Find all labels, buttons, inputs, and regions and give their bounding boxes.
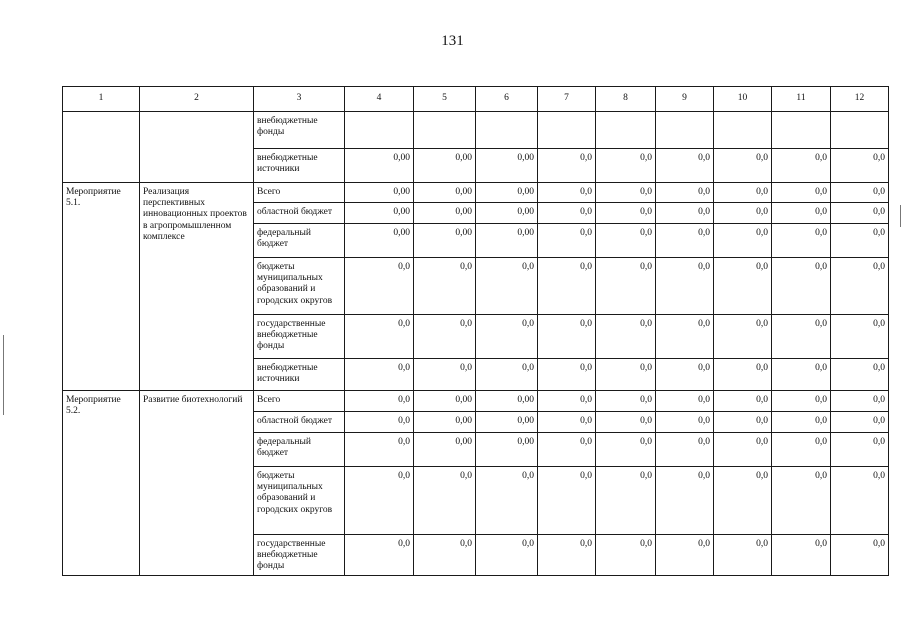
funding-source: Всего — [254, 183, 345, 203]
value-cell: 0,0 — [596, 433, 656, 467]
value-cell — [538, 112, 596, 149]
value-cell: 0,0 — [414, 535, 476, 576]
value-cell — [656, 112, 714, 149]
value-cell: 0,00 — [476, 149, 538, 183]
value-cell: 0,00 — [476, 433, 538, 467]
value-cell: 0,0 — [538, 315, 596, 359]
value-cell: 0,0 — [476, 315, 538, 359]
value-cell — [714, 112, 772, 149]
value-cell: 0,0 — [772, 412, 831, 433]
value-cell — [414, 112, 476, 149]
value-cell: 0,0 — [772, 467, 831, 535]
value-cell: 0,0 — [656, 535, 714, 576]
value-cell: 0,0 — [714, 315, 772, 359]
page-number: 131 — [441, 33, 464, 49]
value-cell — [596, 112, 656, 149]
value-cell: 0,0 — [772, 391, 831, 412]
value-cell: 0,0 — [772, 535, 831, 576]
value-cell: 0,00 — [414, 183, 476, 203]
value-cell: 0,0 — [345, 535, 414, 576]
value-cell: 0,0 — [656, 433, 714, 467]
value-cell: 0,0 — [414, 359, 476, 391]
value-cell: 0,0 — [538, 258, 596, 315]
value-cell: 0,0 — [538, 467, 596, 535]
value-cell: 0,0 — [656, 258, 714, 315]
value-cell: 0,0 — [596, 203, 656, 224]
column-number: 2 — [140, 87, 254, 112]
value-cell: 0,0 — [831, 359, 889, 391]
value-cell: 0,0 — [656, 359, 714, 391]
value-cell: 0,0 — [596, 258, 656, 315]
value-cell — [345, 112, 414, 149]
value-cell: 0,0 — [656, 315, 714, 359]
value-cell: 0,0 — [831, 412, 889, 433]
column-number: 8 — [596, 87, 656, 112]
value-cell: 0,0 — [714, 412, 772, 433]
value-cell: 0,00 — [414, 433, 476, 467]
value-cell: 0,0 — [596, 412, 656, 433]
value-cell: 0,0 — [414, 315, 476, 359]
value-cell: 0,0 — [596, 224, 656, 258]
activity-name-cell: Реализация перспективных инновационных проектов в агропромышленном комплексе — [140, 183, 254, 391]
value-cell: 0,0 — [831, 315, 889, 359]
value-cell: 0,0 — [538, 433, 596, 467]
value-cell: 0,0 — [714, 203, 772, 224]
budget-table — [62, 86, 889, 576]
table-row — [63, 183, 889, 203]
value-cell: 0,0 — [596, 467, 656, 535]
table-row — [63, 391, 889, 412]
value-cell: 0,0 — [596, 391, 656, 412]
value-cell: 0,0 — [714, 224, 772, 258]
activity-cell: Мероприятие 5.1. — [63, 183, 140, 391]
value-cell: 0,0 — [714, 183, 772, 203]
activity-cell: Мероприятие 5.2. — [63, 391, 140, 576]
value-cell: 0,0 — [831, 391, 889, 412]
funding-source: областной бюджет — [254, 412, 345, 433]
value-cell — [772, 112, 831, 149]
value-cell: 0,0 — [345, 315, 414, 359]
value-cell: 0,00 — [414, 224, 476, 258]
value-cell: 0,0 — [476, 467, 538, 535]
column-number: 1 — [63, 87, 140, 112]
value-cell: 0,0 — [656, 467, 714, 535]
value-cell: 0,0 — [656, 183, 714, 203]
value-cell: 0,0 — [656, 224, 714, 258]
value-cell: 0,00 — [414, 391, 476, 412]
value-cell: 0,0 — [538, 412, 596, 433]
scan-mark — [3, 335, 4, 415]
value-cell: 0,0 — [345, 359, 414, 391]
column-number: 4 — [345, 87, 414, 112]
funding-source: государственные внебюджетные фонды — [254, 315, 345, 359]
value-cell: 0,0 — [714, 149, 772, 183]
funding-source: внебюджетные источники — [254, 359, 345, 391]
value-cell: 0,00 — [414, 149, 476, 183]
value-cell: 0,0 — [596, 535, 656, 576]
funding-source: федеральный бюджет — [254, 224, 345, 258]
funding-source: Всего — [254, 391, 345, 412]
column-number: 10 — [714, 87, 772, 112]
value-cell: 0,0 — [596, 149, 656, 183]
value-cell: 0,0 — [772, 224, 831, 258]
value-cell: 0,0 — [345, 258, 414, 315]
activity-name-cell: Развитие биотехнологий — [140, 391, 254, 576]
activity-name-cell — [140, 112, 254, 183]
value-cell: 0,0 — [538, 535, 596, 576]
value-cell: 0,0 — [714, 391, 772, 412]
value-cell: 0,00 — [476, 391, 538, 412]
value-cell: 0,0 — [714, 433, 772, 467]
value-cell: 0,0 — [414, 467, 476, 535]
funding-source: внебюджетные источники — [254, 149, 345, 183]
column-number: 12 — [831, 87, 889, 112]
value-cell: 0,00 — [345, 149, 414, 183]
value-cell: 0,00 — [345, 203, 414, 224]
column-number: 11 — [772, 87, 831, 112]
funding-source: бюджеты муниципальных образований и городских округов — [254, 467, 345, 535]
table-row — [63, 112, 889, 149]
value-cell — [476, 112, 538, 149]
scan-mark — [900, 205, 901, 227]
value-cell: 0,0 — [772, 315, 831, 359]
value-cell: 0,0 — [476, 359, 538, 391]
value-cell: 0,0 — [596, 315, 656, 359]
value-cell — [831, 112, 889, 149]
column-number-row — [63, 87, 889, 112]
value-cell: 0,0 — [656, 391, 714, 412]
activity-cell — [63, 112, 140, 183]
value-cell: 0,0 — [831, 149, 889, 183]
value-cell: 0,0 — [345, 412, 414, 433]
value-cell: 0,0 — [831, 203, 889, 224]
value-cell: 0,00 — [414, 203, 476, 224]
value-cell: 0,00 — [476, 183, 538, 203]
value-cell: 0,0 — [656, 412, 714, 433]
column-number: 5 — [414, 87, 476, 112]
value-cell: 0,0 — [714, 258, 772, 315]
value-cell: 0,0 — [538, 203, 596, 224]
funding-source: федеральный бюджет — [254, 433, 345, 467]
value-cell: 0,0 — [476, 535, 538, 576]
value-cell: 0,00 — [414, 412, 476, 433]
value-cell: 0,00 — [476, 224, 538, 258]
value-cell: 0,0 — [656, 203, 714, 224]
value-cell: 0,0 — [714, 359, 772, 391]
value-cell: 0,0 — [345, 391, 414, 412]
funding-source: внебюджетные фонды — [254, 112, 345, 149]
value-cell: 0,0 — [831, 467, 889, 535]
value-cell: 0,0 — [538, 391, 596, 412]
value-cell: 0,0 — [831, 535, 889, 576]
value-cell: 0,0 — [476, 258, 538, 315]
value-cell: 0,0 — [656, 149, 714, 183]
value-cell: 0,0 — [538, 359, 596, 391]
funding-source: государственные внебюджетные фонды — [254, 535, 345, 576]
value-cell: 0,0 — [772, 149, 831, 183]
column-number: 3 — [254, 87, 345, 112]
column-number: 7 — [538, 87, 596, 112]
value-cell: 0,0 — [772, 359, 831, 391]
funding-source: областной бюджет — [254, 203, 345, 224]
value-cell: 0,00 — [345, 183, 414, 203]
column-number: 6 — [476, 87, 538, 112]
value-cell: 0,0 — [772, 183, 831, 203]
funding-source: бюджеты муниципальных образований и городских округов — [254, 258, 345, 315]
value-cell: 0,0 — [714, 467, 772, 535]
value-cell: 0,0 — [831, 433, 889, 467]
value-cell: 0,0 — [538, 183, 596, 203]
value-cell: 0,0 — [538, 149, 596, 183]
value-cell: 0,0 — [714, 535, 772, 576]
value-cell: 0,0 — [772, 203, 831, 224]
value-cell: 0,0 — [345, 467, 414, 535]
value-cell: 0,00 — [476, 203, 538, 224]
value-cell: 0,0 — [772, 433, 831, 467]
value-cell: 0,00 — [476, 412, 538, 433]
value-cell: 0,0 — [596, 359, 656, 391]
value-cell: 0,0 — [831, 258, 889, 315]
value-cell: 0,0 — [414, 258, 476, 315]
value-cell: 0,0 — [345, 433, 414, 467]
value-cell: 0,0 — [831, 183, 889, 203]
value-cell: 0,0 — [772, 258, 831, 315]
value-cell: 0,0 — [831, 224, 889, 258]
column-number: 9 — [656, 87, 714, 112]
value-cell: 0,0 — [596, 183, 656, 203]
value-cell: 0,00 — [345, 224, 414, 258]
value-cell: 0,0 — [538, 224, 596, 258]
